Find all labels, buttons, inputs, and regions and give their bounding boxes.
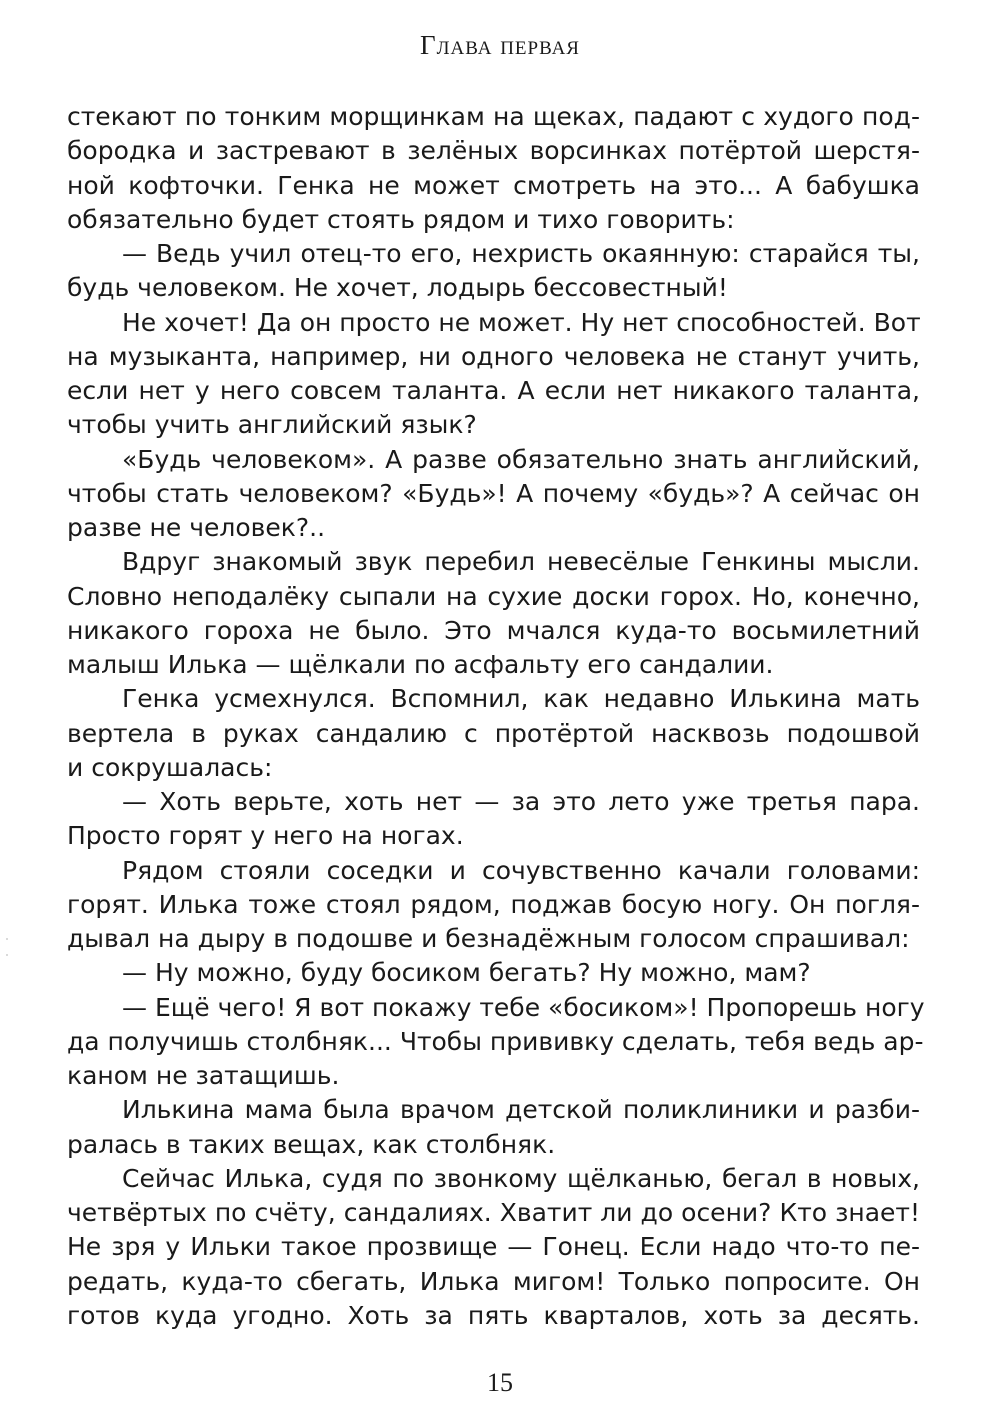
text-line: да получишь столбняк... Чтобы прививку сделать, тебя ведь ар- xyxy=(67,1026,924,1056)
text-line: Генка усмехнулся. Вспомнил, как недавно Илькина мать xyxy=(122,684,920,714)
text-line: если нет у него совсем таланта. А если нет никакого таланта, xyxy=(67,376,920,405)
text-line: чтобы учить английский язык? xyxy=(67,410,477,440)
scan-speck xyxy=(6,954,8,956)
page-number: 15 xyxy=(487,1368,513,1397)
text-line: — Ещё чего! Я вот покажу тебе «босиком»! Пропорешь ногу xyxy=(122,992,925,1022)
text-line: чтобы стать человеком? «Будь»! А почему «будь»? А сейчас он xyxy=(67,478,920,508)
running-head: Глава первая xyxy=(420,30,580,60)
text-line: готов куда угодно. Хоть за пять кварталов, хоть за десять. xyxy=(67,1300,920,1330)
text-line: Илькина мама была врачом детской поликлиники и разби- xyxy=(122,1095,920,1125)
text-line: Рядом стояли соседки и сочувственно качали головами: xyxy=(122,855,920,885)
text-line: на музыканта, например, ни одного человека не станут учить, xyxy=(67,341,920,371)
text-line: Сейчас Илька, судя по звонкому щёлканью, бегал в новых, xyxy=(122,1163,920,1193)
text-line: каном не затащишь. xyxy=(67,1061,340,1090)
text-line: — Ну можно, буду босиком бегать? Ну можно, мам? xyxy=(122,958,811,988)
text-line: будь человеком. Не хочет, лодырь бессовестный! xyxy=(67,273,728,303)
text-line: бородка и застревают в зелёных ворсинках потёртой шерстя- xyxy=(67,136,920,166)
text-line: горят. Илька тоже стоял рядом, поджав босую ногу. Он погля- xyxy=(67,889,920,919)
text-line: малыш Илька — щёлкали по асфальту его сандалии. xyxy=(67,650,774,679)
body-text xyxy=(67,100,925,1333)
text-line: Просто горят у него на ногах. xyxy=(67,821,464,851)
text-line: — Ведь учил отец-то его, нехристь окаянную: старайся ты, xyxy=(122,239,920,268)
text-line: ралась в таких вещах, как столбняк. xyxy=(67,1129,556,1159)
text-line: Словно неподалёку сыпали на сухие доски горох. Но, конечно, xyxy=(67,581,920,611)
text-line: — Хоть верьте, хоть нет — за это лето уже третья пара. xyxy=(122,787,920,816)
text-line: дывал на дыру в подошве и безнадёжным голосом спрашивал: xyxy=(67,924,910,953)
text-line: вертела в руках сандалию с протёртой насквозь подошвой xyxy=(67,718,920,748)
text-line: обязательно будет стоять рядом и тихо говорить: xyxy=(67,204,735,234)
text-line: и сокрушалась: xyxy=(67,752,273,782)
text-line: Не хочет! Да он просто не может. Ну нет способностей. Вот xyxy=(122,307,921,337)
text-line: Вдруг знакомый звук перебил невесёлые Генкины мысли. xyxy=(122,547,920,577)
text-line: ной кофточки. Генка не может смотреть на это... А бабушка xyxy=(67,170,920,200)
text-line: никакого гороха не было. Это мчался куда-то восьмилетний xyxy=(67,615,920,645)
text-line: редать, куда-то сбегать, Илька мигом! Только попросите. Он xyxy=(67,1266,920,1296)
text-line: Не зря у Ильки такое прозвище — Гонец. Если надо что-то пе- xyxy=(67,1232,920,1262)
text-line: разве не человек?.. xyxy=(67,513,326,542)
text-line: четвёртых по счёту, сандалиях. Хватит ли до осени? Кто знает! xyxy=(67,1198,920,1227)
scan-speck xyxy=(6,938,8,940)
text-line: стекают по тонким морщинкам на щеках, падают с худого под- xyxy=(67,102,920,131)
text-line: «Будь человеком». А разве обязательно знать английский, xyxy=(122,444,920,474)
